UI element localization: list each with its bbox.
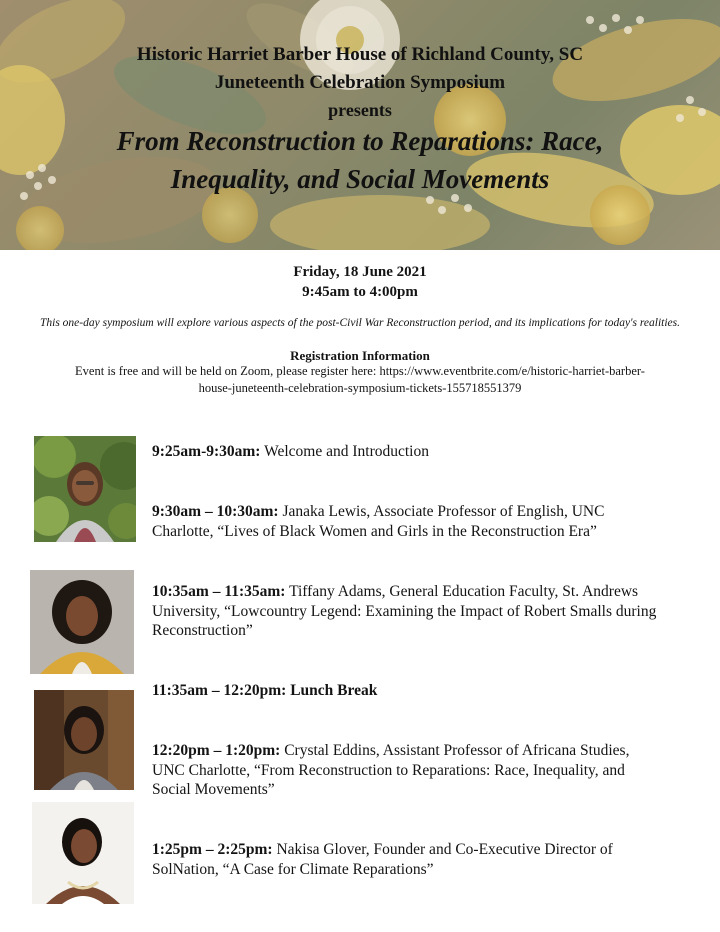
- schedule-description-cont: Social Movements”: [152, 781, 275, 798]
- schedule-time: 11:35am – 12:20pm:: [152, 682, 287, 699]
- schedule-description: Tiffany Adams, General Education Faculty, St. Andrews: [289, 583, 639, 600]
- speaker-photo-tiffany-adams: [30, 570, 134, 674]
- schedule-description: Lunch Break: [290, 682, 378, 699]
- schedule-time: 10:35am – 11:35am:: [152, 583, 286, 600]
- schedule-description-cont: University, “Lowcountry Legend: Examining the Impact of Robert Smalls during: [152, 602, 657, 620]
- schedule-time: 1:25pm – 2:25pm:: [152, 841, 273, 858]
- schedule-item-tiffany-adams: [152, 582, 712, 641]
- presents-label: presents: [328, 100, 392, 120]
- speaker-photo-crystal-eddins: [34, 690, 134, 790]
- schedule-description-cont: Charlotte, “Lives of Black Women and Girls in the Reconstruction Era”: [152, 522, 597, 540]
- registration-text-line1: Event is free and will be held on Zoom, please register here: https://www.eventbrite.com/e/historic-harriet-barber-: [75, 364, 645, 378]
- schedule-item-welcome: [152, 442, 712, 462]
- symposium-name: Juneteenth Celebration Symposium: [214, 72, 506, 93]
- schedule-description-cont: Reconstruction”: [152, 622, 253, 639]
- event-description: This one-day symposium will explore various aspects of the post-Civil War Reconstruction period, and its implications for today's realities.: [39, 317, 681, 329]
- schedule-description-cont: SolNation, “A Case for Climate Reparations”: [152, 860, 434, 878]
- event-title-line1: From Reconstruction to Reparations: Race,: [116, 126, 604, 156]
- schedule-time: 9:25am-9:30am:: [152, 443, 261, 460]
- schedule-item-janaka-lewis: [152, 502, 712, 541]
- schedule-description: Nakisa Glover, Founder and Co-Executive Director of: [276, 841, 613, 858]
- registration-link[interactable]: house-juneteenth-celebration-symposium-tickets-155718551379: [198, 381, 522, 395]
- schedule-description: Janaka Lewis, Associate Professor of English, UNC: [282, 503, 605, 520]
- schedule-item-lunch: [152, 681, 712, 701]
- event-title-line2: Inequality, and Social Movements: [170, 164, 550, 194]
- speaker-photo-nakisa-glover: [32, 802, 134, 904]
- schedule-description-cont: UNC Charlotte, “From Reconstruction to Reparations: Race, Inequality, and: [152, 761, 625, 779]
- host-organization: Historic Harriet Barber House of Richland County, SC: [136, 44, 584, 65]
- schedule-description: Welcome and Introduction: [264, 443, 429, 460]
- speaker-photo-janaka-lewis: [34, 436, 136, 542]
- event-date: Friday, 18 June 2021: [293, 264, 427, 280]
- schedule-item-nakisa-glover: [152, 840, 712, 879]
- schedule-time: 9:30am – 10:30am:: [152, 503, 279, 520]
- schedule-description: Crystal Eddins, Assistant Professor of Africana Studies,: [284, 742, 630, 759]
- schedule-time: 12:20pm – 1:20pm:: [152, 742, 281, 759]
- schedule-item-crystal-eddins: [152, 741, 712, 800]
- event-time: 9:45am to 4:00pm: [302, 284, 418, 300]
- registration-heading: Registration Information: [290, 348, 430, 363]
- floral-banner: [0, 0, 720, 250]
- floral-pattern-image: [0, 0, 720, 250]
